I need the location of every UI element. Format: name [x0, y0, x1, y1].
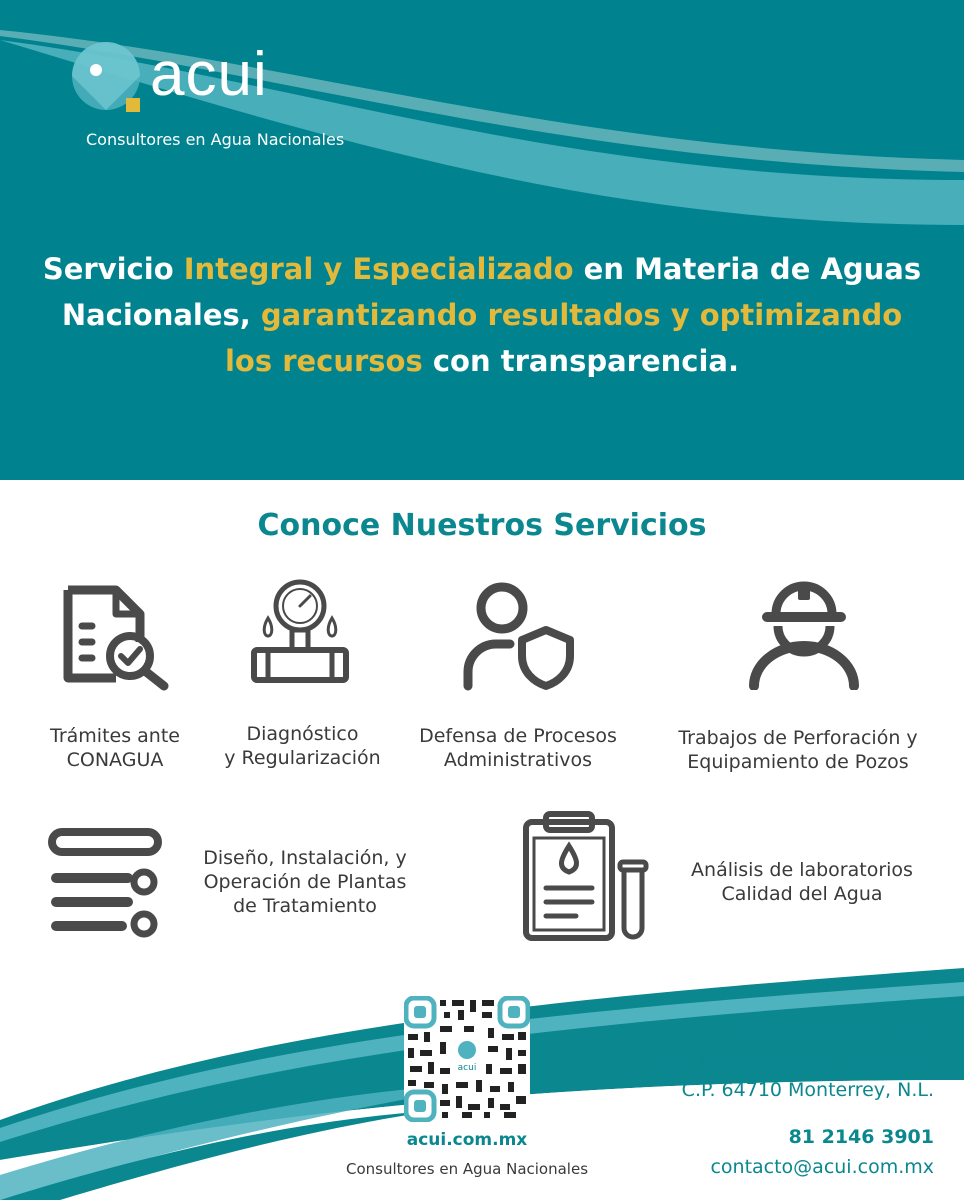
service-label-line: Trámites ante: [50, 725, 180, 747]
service-label-line: CONAGUA: [66, 749, 164, 771]
service-label-laboratorio: [664, 858, 940, 906]
service-label-line: Defensa de Procesos: [419, 725, 617, 747]
headline-part-1: Servicio: [42, 252, 184, 286]
footer-tagline: Consultores en Agua Nacionales: [345, 1160, 589, 1178]
service-label-line: Diagnóstico: [246, 723, 359, 745]
brand-name: acui: [150, 40, 268, 109]
service-label-line: Equipamiento de Pozos: [687, 751, 909, 773]
qr-logo-text: acui: [457, 1063, 477, 1073]
user-shield-icon: [462, 582, 582, 692]
website-link[interactable]: acui.com.mx: [406, 1130, 528, 1150]
service-label-line: Análisis de laboratorios: [691, 859, 913, 881]
hero-banner: [0, 0, 964, 480]
email-link[interactable]: contacto@acui.com.mx: [710, 1156, 934, 1178]
service-label-line: Operación de Plantas: [203, 871, 407, 893]
qr-code[interactable]: [404, 996, 530, 1122]
service-label-line: Trabajos de Perforación y: [678, 727, 918, 749]
services-title: Conoce Nuestros Servicios: [257, 508, 707, 543]
headline: [40, 246, 924, 384]
worker-helmet-icon: [748, 578, 860, 690]
service-label-diagnostico: [205, 722, 400, 770]
service-label-perforacion: [652, 726, 944, 774]
service-label-line: Calidad del Agua: [721, 883, 883, 905]
service-label-line: y Regularización: [224, 747, 381, 769]
service-label-tramites: [20, 724, 210, 772]
address: [657, 1020, 934, 1104]
address-line: Col. Lomas de San Francisco,: [657, 1051, 934, 1073]
service-label-line: Diseño, Instalación, y: [203, 847, 407, 869]
brand-tagline: Consultores en Agua Nacionales: [86, 130, 345, 149]
pressure-gauge-icon: [250, 578, 350, 690]
service-label-line: de Tratamiento: [233, 895, 377, 917]
clipboard-water-icon: [520, 810, 656, 946]
service-label-line: Administrativos: [443, 749, 593, 771]
headline-highlight-2: garantizando resultados y optimizando los recursos: [224, 298, 903, 378]
headline-part-2: en Materia de Aguas Nacionales,: [61, 252, 922, 332]
document-search-icon: [58, 582, 174, 692]
headline-highlight-1: Integral y Especializado: [183, 252, 574, 286]
address-line: C.P. 64710 Monterrey, N.L.: [681, 1079, 934, 1101]
phone-number[interactable]: 81 2146 3901: [788, 1126, 934, 1148]
service-label-defensa: [398, 724, 638, 772]
list-lines-icon: [46, 826, 166, 942]
service-label-plantas: [180, 846, 430, 918]
headline-part-3: con transparencia.: [422, 344, 740, 378]
address-line: Loma Redonda 2708,: [732, 1023, 934, 1045]
